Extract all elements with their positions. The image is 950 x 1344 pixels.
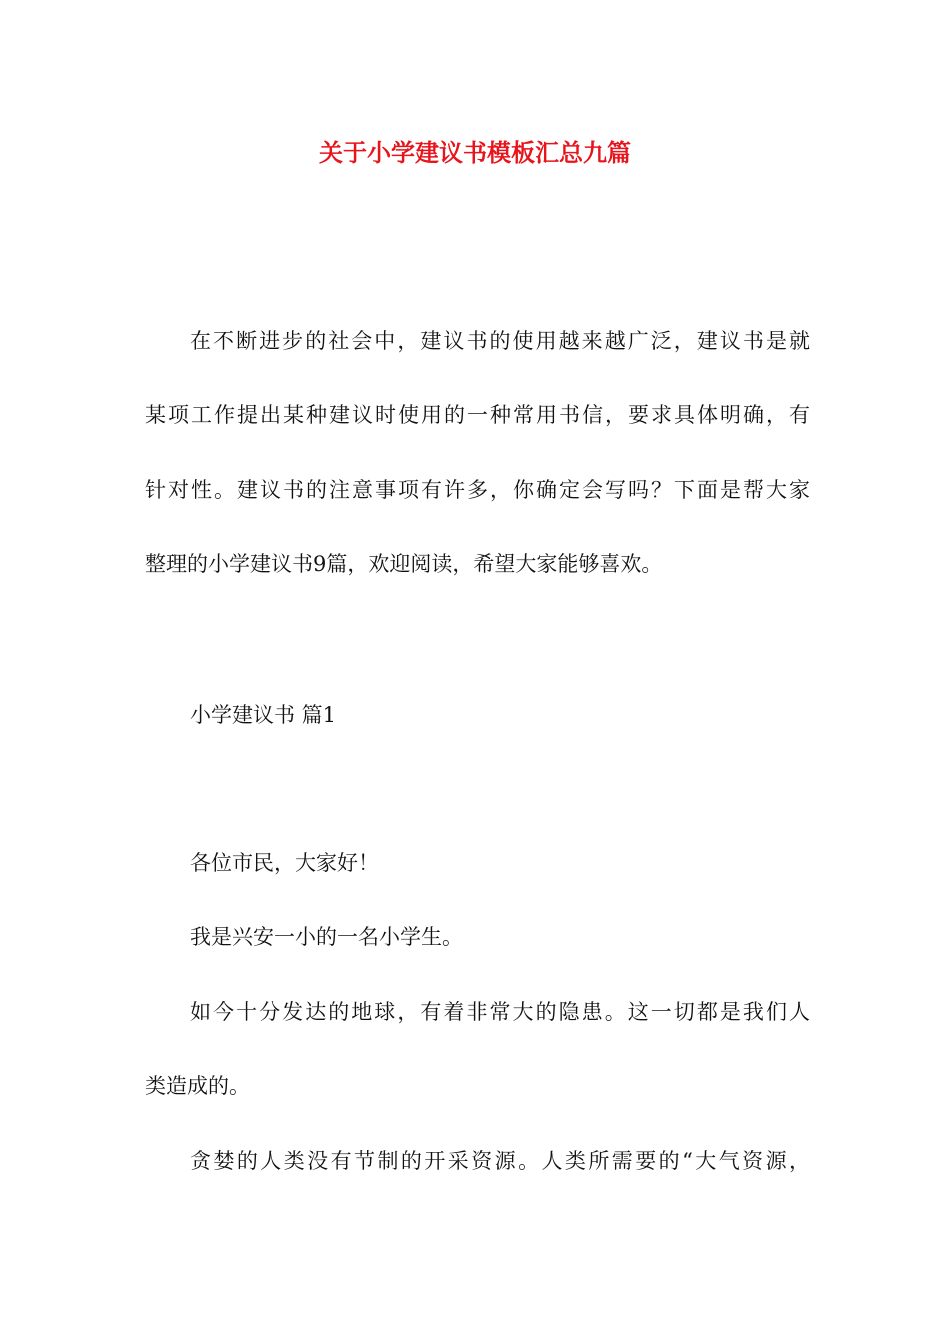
- intro-line-3: 针对性。建议书的注意事项有许多，你确定会写吗？下面是帮大家: [145, 478, 810, 502]
- intro-line-2: 某项工作提出某种建议时使用的一种常用书信，要求具体明确，有: [145, 403, 810, 427]
- section-heading: 小学建议书 篇1: [190, 703, 337, 727]
- body-line-4: 类造成的。: [145, 1074, 250, 1098]
- intro-line-4: 整理的小学建议书9篇，欢迎阅读，希望大家能够喜欢。: [145, 552, 663, 576]
- intro-line-1: 在不断进步的社会中，建议书的使用越来越广泛，建议书是就: [190, 329, 810, 353]
- body-line-5: 贪婪的人类没有节制的开采资源。人类所需要的“大气资源，: [190, 1149, 810, 1173]
- body-line-2: 我是兴安一小的一名小学生。: [190, 925, 463, 949]
- body-line-3: 如今十分发达的地球，有着非常大的隐患。这一切都是我们人: [190, 1000, 810, 1024]
- body-line-1: 各位市民，大家好！: [190, 851, 379, 875]
- document-title: 关于小学建议书模板汇总九篇: [319, 138, 631, 167]
